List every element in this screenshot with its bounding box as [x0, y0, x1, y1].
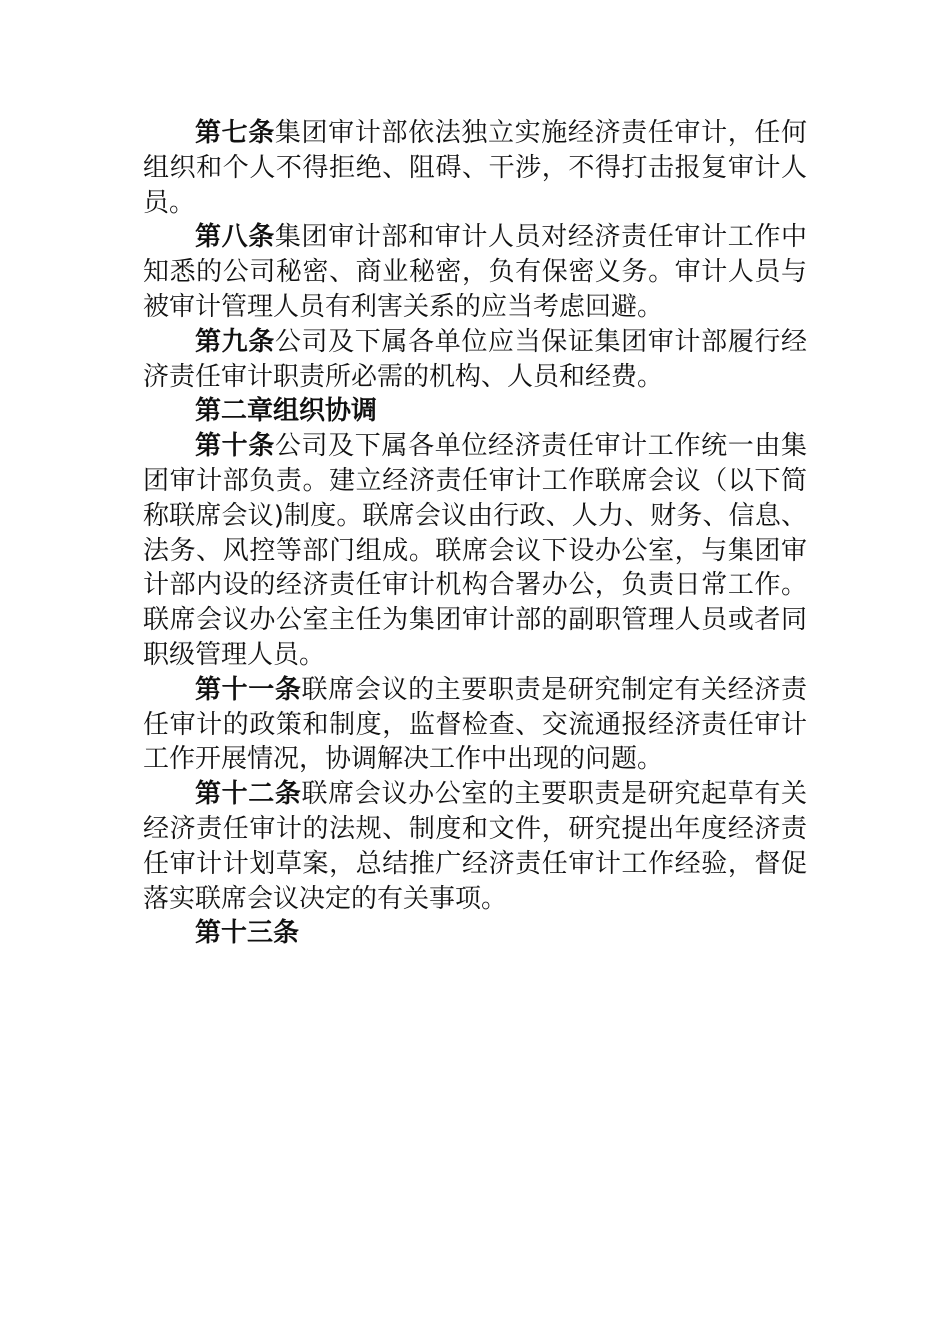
article-text: 公司及下属各单位应当保证集团审计部履行经济责任审计职责所必需的机构、人员和经费。 — [143, 326, 807, 392]
article-13 — [143, 916, 807, 951]
article-text: 集团审计部依法独立实施经济责任审计，任何组织和个人不得拒绝、阻碍、干涉，不得打击报复审计人员。 — [143, 118, 807, 218]
article-number: 第十一条 — [195, 674, 302, 705]
article-11 — [143, 673, 807, 777]
article-text: 联席会议办公室的主要职责是研究起草有关经济责任审计的法规、制度和文件，研究提出年度经济责任审计计划草案，总结推广经济责任审计工作经验，督促落实联席会议决定的有关事项。 — [143, 779, 807, 914]
article-12 — [143, 777, 807, 916]
article-7 — [143, 116, 807, 220]
article-text: 集团审计部和审计人员对经济责任审计工作中知悉的公司秘密、商业秘密，负有保密义务。审计人员与被审计管理人员有利害关系的应当考虑回避。 — [143, 222, 807, 322]
article-8 — [143, 220, 807, 324]
chapter-heading: 第二章组织协调 — [195, 396, 378, 427]
article-10 — [143, 429, 807, 673]
article-number: 第九条 — [195, 326, 275, 357]
article-number: 第七条 — [195, 118, 275, 148]
article-text: 联席会议的主要职责是研究制定有关经济责任审计的政策和制度，监督检查、交流通报经济责任审计工作开展情况，协调解决工作中出现的问题。 — [143, 674, 807, 775]
article-number: 第八条 — [195, 222, 275, 253]
article-number: 第十条 — [195, 431, 275, 462]
article-9 — [143, 325, 807, 395]
article-text: 公司及下属各单位经济责任审计工作统一由集团审计部负责。建立经济责任审计工作联席会议（以下简称联席会议)制度。联席会议由行政、人力、财务、信息、法务、风控等部门组成。联席会议下设办公室，与集团审计部内设的经济责任审计机构合署办公，负责日常工作。联席会议办公室主任为集团审计部的副职管理人员或者同职级管理人员。 — [143, 431, 807, 670]
article-number: 第十三条 — [195, 918, 300, 949]
article-number: 第十二条 — [195, 779, 302, 810]
document-body — [143, 116, 807, 951]
